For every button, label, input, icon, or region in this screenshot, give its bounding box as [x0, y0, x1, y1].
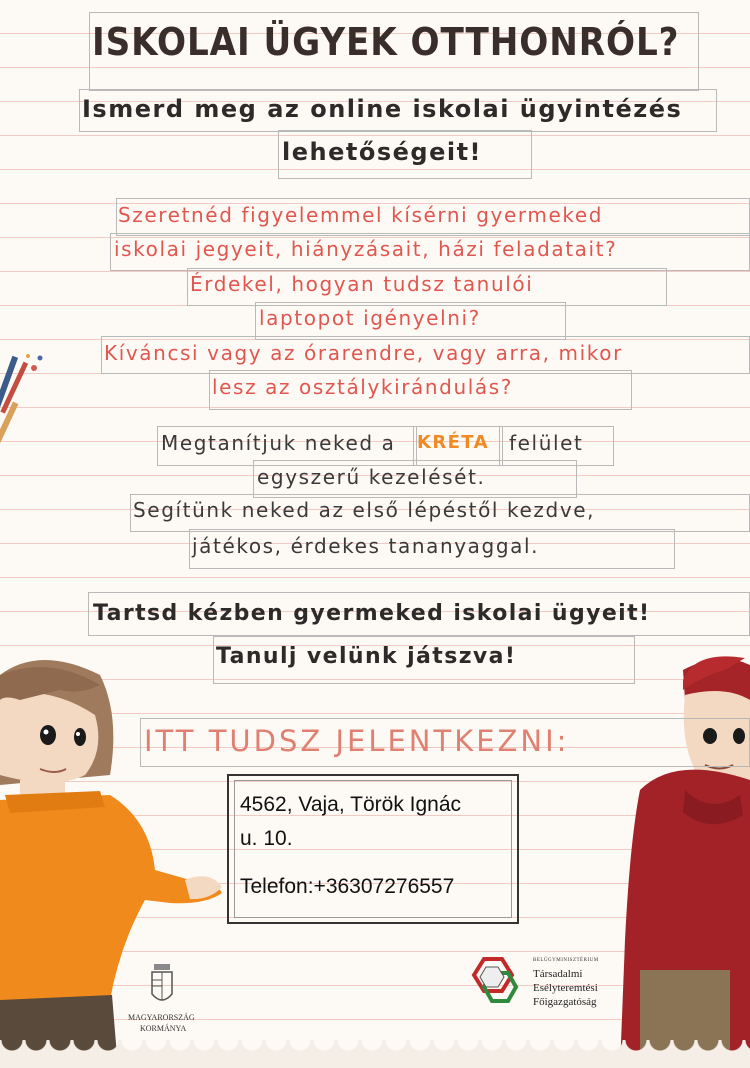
teach-line-2: egyszerű kezelését.	[257, 465, 486, 489]
question-line-4: laptopot igényelni?	[259, 306, 481, 330]
logo-right-line-3: Főigazgatóság	[533, 996, 597, 1008]
logo-right-line-2: Esélyteremtési	[533, 982, 598, 994]
slogan-line-2: Tanulj velünk játszva!	[216, 644, 517, 669]
teach-line-1b: felület	[509, 431, 584, 455]
address-line-2: u. 10.	[240, 827, 293, 850]
address-line-1: 4562, Vaja, Török Ignác	[240, 793, 462, 816]
logo-left-line-2: KORMÁNYA	[140, 1024, 187, 1033]
page-title: ISKOLAI ÜGYEK OTTHONRÓL?	[92, 20, 680, 64]
logo-right-line-1: Társadalmi	[533, 968, 583, 980]
boy-illustration	[615, 640, 750, 1068]
teach-line-3: Segítünk neked az első lépéstől kezdve,	[133, 498, 596, 522]
teach-line-1a: Megtanítjuk neked a	[161, 431, 396, 455]
torn-paper-edge	[0, 1040, 750, 1068]
subtitle-line-1: Ismerd meg az online iskolai ügyintézés	[82, 95, 683, 123]
question-line-3: Érdekel, hogyan tudsz tanulói	[190, 272, 534, 296]
logo-left-line-1: MAGYARORSZÁG	[128, 1013, 195, 1022]
question-line-6: lesz az osztálykirándulás?	[212, 375, 514, 399]
kreta-brand: KRÉTA	[417, 432, 489, 453]
cta-heading: ITT TUDSZ JELENTKEZNI:	[144, 724, 570, 758]
logo-right-small: BELÜGYMINISZTÉRIUM	[533, 958, 599, 963]
question-line-5: Kíváncsi vagy az órarendre, vagy arra, mikor	[104, 341, 623, 365]
pencils-illustration	[0, 350, 50, 470]
slogan-line-1: Tartsd kézben gyermeked iskolai ügyeit!	[93, 601, 651, 626]
subtitle-line-2: lehetőségeit!	[282, 138, 482, 166]
hungarian-coat-of-arms-logo	[148, 962, 176, 1012]
girl-illustration	[0, 655, 230, 1068]
teach-line-4: játékos, érdekes tananyaggal.	[192, 534, 540, 558]
phone-number: Telefon:+36307276557	[240, 875, 455, 898]
question-line-1: Szeretnéd figyelemmel kísérni gyermeked	[118, 203, 604, 227]
question-line-2: iskolai jegyeit, hiányzásait, házi feladatait?	[114, 237, 618, 261]
ministry-hexagon-logo	[462, 955, 524, 1015]
